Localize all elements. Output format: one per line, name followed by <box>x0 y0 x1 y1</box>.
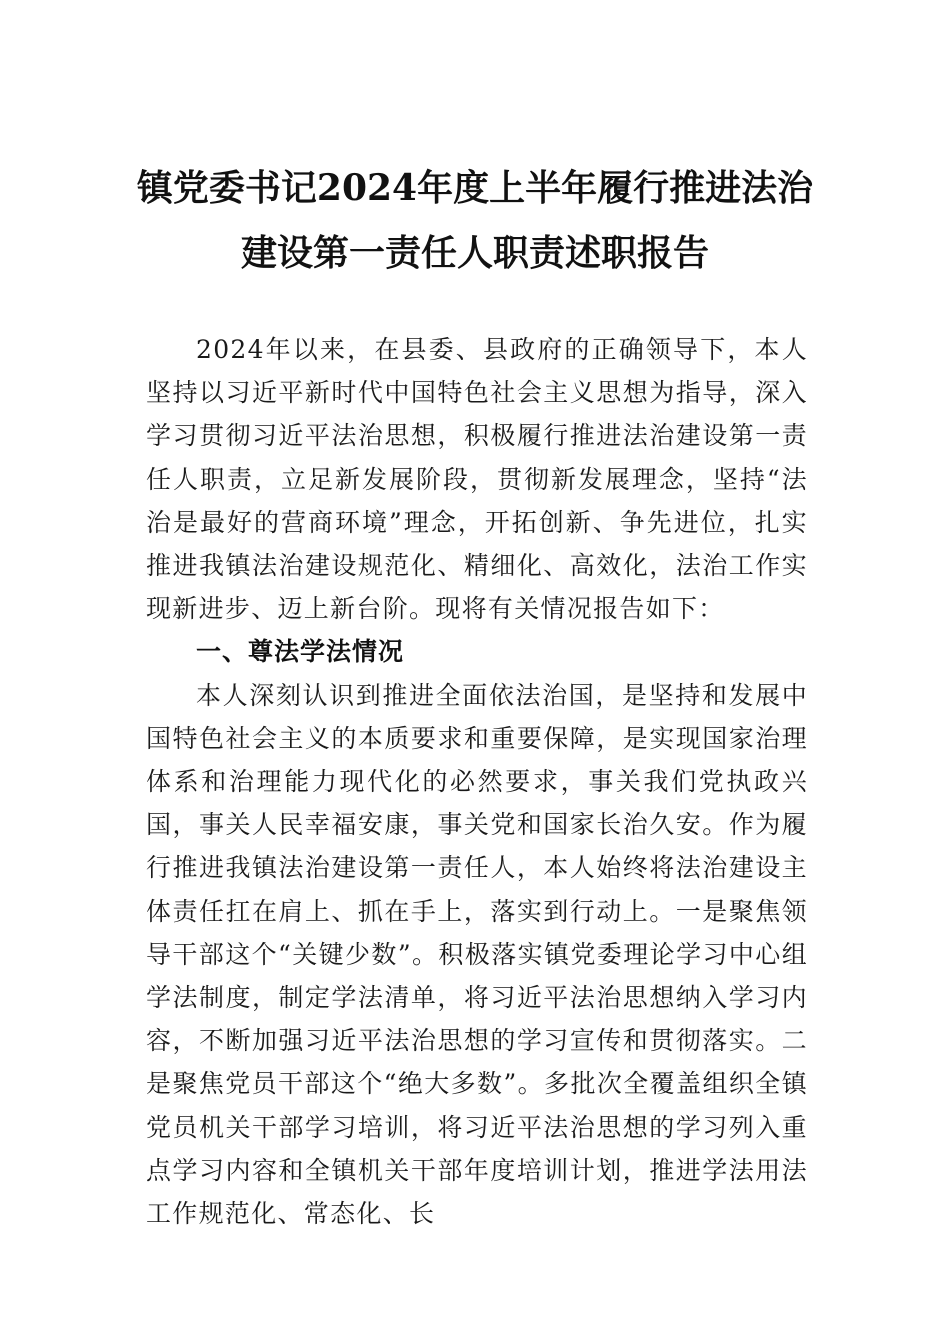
section-1-paragraph: 本人深刻认识到推进全面依法治国，是坚持和发展中国特色社会主义的本质要求和重要保障，是实现国家治理体系和治理能力现代化的必然要求，事关我们党执政兴国，事关人民幸福安康，事关党和国家长治久安。作为履行推进我镇法治建设第一责任人，本人始终将法治建设主体责任扛在肩上、抓在手上，落实到行动上。一是聚焦领导干部这个“关键少数”。积极落实镇党委理论学习中心组学法制度，制定学法清单，将习近平法治思想纳入学习内容，不断加强习近平法治思想的学习宣传和贯彻落实。二是聚焦党员干部这个“绝大多数”。多批次全覆盖组织全镇党员机关干部学习培训，将习近平法治思想的学习列入重点学习内容和全镇机关干部年度培训计划，推进学法用法工作规范化、常态化、长 <box>146 680 808 1229</box>
document-body <box>146 328 808 1235</box>
document-title-line-2: 建设第一责任人职责述职报告 <box>240 232 709 274</box>
document-title-line-1: 镇党委书记2024年度上半年履行推进法治 <box>136 167 814 209</box>
intro-paragraph: 2024年以来，在县委、县政府的正确领导下，本人坚持以习近平新时代中国特色社会主义思想为指导，深入学习贯彻习近平法治思想，积极履行推进法治建设第一责任人职责，立足新发展阶段，贯彻新发展理念，坚持“法治是最好的营商环境”理念，开拓创新、争先进位，扎实推进我镇法治建设规范化、精细化、高效化，法治工作实现新进步、迈上新台阶。现将有关情况报告如下： <box>146 335 808 624</box>
section-1-heading: 一、尊法学法情况 <box>196 637 405 667</box>
